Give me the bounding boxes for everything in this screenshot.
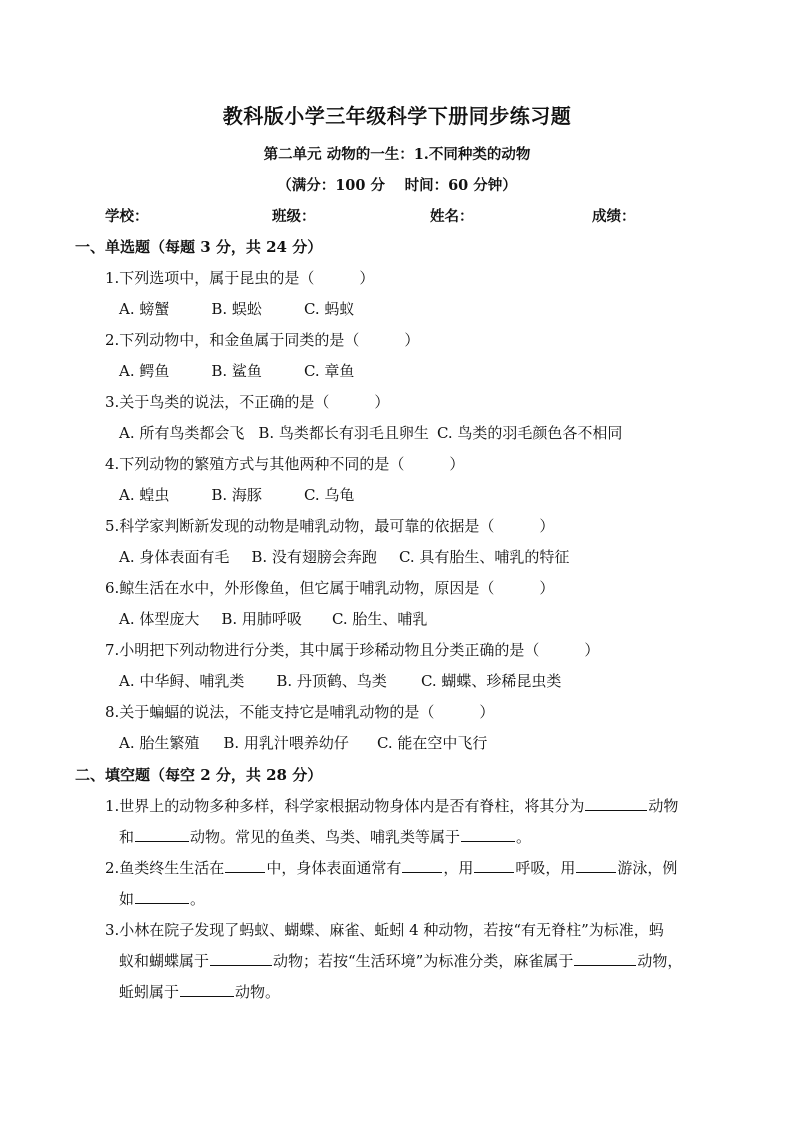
option-c: C. 胎生、哺乳 bbox=[331, 610, 428, 628]
answer-blank[interactable] bbox=[585, 796, 647, 811]
fill-question-1-line-2 bbox=[119, 826, 531, 847]
answer-blank[interactable] bbox=[135, 827, 189, 842]
name-field-label: 姓名： bbox=[430, 208, 474, 225]
question-options bbox=[119, 670, 561, 691]
question-options bbox=[119, 608, 427, 629]
fill-text: 。 bbox=[190, 890, 206, 908]
section-heading-single-choice: 一、单选题（每题 3 分，共 24 分） bbox=[75, 238, 323, 256]
question-options bbox=[119, 298, 354, 319]
option-c: C. 能在空中飞行 bbox=[376, 734, 488, 752]
option-c: C. 乌龟 bbox=[303, 486, 355, 504]
option-b: B. 鸟类都长有羽毛且卵生 bbox=[258, 424, 429, 442]
question-options bbox=[119, 546, 569, 567]
fill-question-3-line-2 bbox=[119, 950, 682, 971]
fill-question-3-line-3 bbox=[119, 981, 280, 1002]
option-b: B. 蜈蚣 bbox=[211, 300, 262, 318]
option-a: A. 体型庞大 bbox=[119, 610, 200, 628]
fill-text: 动物 bbox=[648, 797, 679, 815]
question-options bbox=[119, 732, 487, 753]
answer-blank[interactable] bbox=[225, 858, 265, 873]
option-b: B. 用肺呼吸 bbox=[221, 610, 302, 628]
option-a: A. 螃蟹 bbox=[119, 300, 170, 318]
question-stem: 2.下列动物中，和金鱼属于同类的是（ ） bbox=[105, 331, 420, 349]
fill-question-1-line-1 bbox=[105, 795, 678, 816]
answer-blank[interactable] bbox=[135, 889, 189, 904]
fill-text: 动物。常见的鱼类、鸟类、哺乳类等属于 bbox=[190, 828, 461, 846]
option-c: C. 章鱼 bbox=[303, 362, 355, 380]
fill-text: ，用 bbox=[443, 859, 474, 877]
page-title: 教科版小学三年级科学下册同步练习题 bbox=[222, 104, 572, 128]
question-stem: 3.关于鸟类的说法，不正确的是（ ） bbox=[105, 393, 390, 411]
option-a: A. 鳄鱼 bbox=[119, 362, 170, 380]
option-a: A. 中华鲟、哺乳类 bbox=[119, 672, 245, 690]
answer-blank[interactable] bbox=[402, 858, 442, 873]
page-subtitle: 第二单元 动物的一生：1.不同种类的动物 bbox=[263, 146, 531, 163]
question-stem: 5.科学家判断新发现的动物是哺乳动物，最可靠的依据是（ ） bbox=[105, 517, 555, 535]
option-a: A. 蝗虫 bbox=[119, 486, 170, 504]
grade-field-label: 成绩： bbox=[592, 208, 636, 225]
answer-blank[interactable] bbox=[461, 827, 515, 842]
option-a: A. 身体表面有毛 bbox=[119, 548, 230, 566]
option-c: C. 蝴蝶、珍稀昆虫类 bbox=[420, 672, 562, 690]
fill-question-2-line-1 bbox=[105, 857, 677, 878]
question-options bbox=[119, 422, 622, 443]
fill-text: 蚁和蝴蝶属于 bbox=[119, 952, 210, 970]
answer-blank[interactable] bbox=[180, 982, 234, 997]
question-stem: 4.下列动物的繁殖方式与其他两种不同的是（ ） bbox=[105, 455, 465, 473]
option-b: B. 丹顶鹤、鸟类 bbox=[276, 672, 387, 690]
option-c: C. 具有胎生、哺乳的特征 bbox=[398, 548, 570, 566]
fill-text: 呼吸，用 bbox=[515, 859, 576, 877]
answer-blank[interactable] bbox=[574, 951, 636, 966]
fill-text: 和 bbox=[119, 828, 135, 846]
school-field-label: 学校： bbox=[105, 208, 149, 225]
fill-question-2-line-2 bbox=[119, 888, 205, 909]
fill-text: 动物；若按“生活环境”为标准分类，麻雀属于 bbox=[273, 952, 574, 970]
fill-text: 中，身体表面通常有 bbox=[266, 859, 402, 877]
question-options bbox=[119, 360, 354, 381]
fill-text: 如 bbox=[119, 890, 135, 908]
fill-question-3-line-1 bbox=[105, 919, 664, 940]
option-c: C. 鸟类的羽毛颜色各不相同 bbox=[436, 424, 623, 442]
option-b: B. 用乳汁喂养幼仔 bbox=[223, 734, 349, 752]
fill-text: 动物， bbox=[637, 952, 683, 970]
class-field-label: 班级： bbox=[272, 208, 316, 225]
fill-text: 蚯蚓属于 bbox=[119, 983, 180, 1001]
option-b: B. 海豚 bbox=[211, 486, 262, 504]
fill-text: 游泳，例 bbox=[617, 859, 678, 877]
fill-text: 1.世界上的动物多种多样，科学家根据动物身体内是否有脊柱，将其分为 bbox=[105, 797, 585, 815]
answer-blank[interactable] bbox=[576, 858, 616, 873]
score-time-line: （满分：100 分 时间：60 分钟） bbox=[277, 177, 517, 194]
option-b: B. 没有翅膀会奔跑 bbox=[251, 548, 377, 566]
answer-blank[interactable] bbox=[474, 858, 514, 873]
question-options bbox=[119, 484, 354, 505]
question-stem: 1.下列选项中，属于昆虫的是（ ） bbox=[105, 269, 375, 287]
fill-text: 。 bbox=[516, 828, 532, 846]
section-heading-fill-blank: 二、填空题（每空 2 分，共 28 分） bbox=[75, 766, 323, 784]
fill-text: 3.小林在院子发现了蚂蚁、蝴蝶、麻雀、蚯蚓 4 种动物，若按“有无脊柱”为标准，蚂 bbox=[105, 921, 664, 939]
fill-text: 动物。 bbox=[235, 983, 281, 1001]
option-b: B. 鲨鱼 bbox=[211, 362, 262, 380]
question-stem: 6.鲸生活在水中，外形像鱼，但它属于哺乳动物，原因是（ ） bbox=[105, 579, 555, 597]
answer-blank[interactable] bbox=[210, 951, 272, 966]
question-stem: 7.小明把下列动物进行分类，其中属于珍稀动物且分类正确的是（ ） bbox=[105, 641, 600, 659]
option-c: C. 蚂蚁 bbox=[303, 300, 355, 318]
option-a: A. 所有鸟类都会飞 bbox=[119, 424, 245, 442]
option-a: A. 胎生繁殖 bbox=[119, 734, 200, 752]
fill-text: 2.鱼类终生生活在 bbox=[105, 859, 225, 877]
question-stem: 8.关于蝙蝠的说法，不能支持它是哺乳动物的是（ ） bbox=[105, 703, 495, 721]
